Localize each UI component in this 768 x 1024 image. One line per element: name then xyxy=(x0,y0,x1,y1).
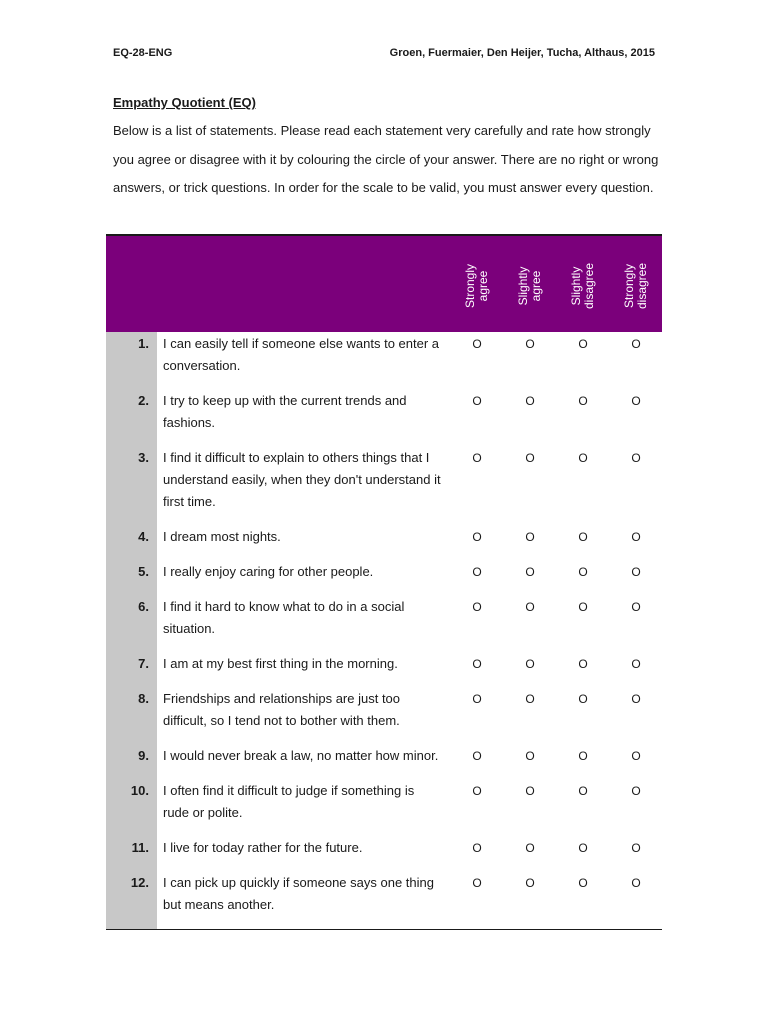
question-text: I find it hard to know what to do in a social situation. xyxy=(163,599,405,636)
questionnaire-table xyxy=(106,234,662,930)
option-circle-slightly-agree[interactable]: O xyxy=(525,749,535,763)
option-circle-strongly-disagree[interactable]: O xyxy=(631,692,641,706)
question-text: I often find it difficult to judge if something is rude or polite. xyxy=(163,783,415,820)
option-circle-slightly-disagree[interactable]: O xyxy=(578,657,588,671)
option-circle-strongly-agree[interactable]: O xyxy=(472,784,482,798)
question-text: Friendships and relationships are just too difficult, so I tend not to bother with them. xyxy=(163,691,401,728)
option-circle-slightly-disagree[interactable]: O xyxy=(578,337,588,351)
question-text: I would never break a law, no matter how minor. xyxy=(163,748,439,763)
citation: Groen, Fuermaier, Den Heijer, Tucha, Althaus, 2015 xyxy=(389,47,655,59)
question-number: 6. xyxy=(138,599,149,614)
option-circle-slightly-agree[interactable]: O xyxy=(525,600,535,614)
question-text: I can pick up quickly if someone says one thing but means another. xyxy=(163,875,434,912)
option-circle-slightly-agree[interactable]: O xyxy=(525,565,535,579)
page-title: Empathy Quotient (EQ) xyxy=(113,95,256,110)
question-number: 12. xyxy=(130,875,149,890)
question-text: I live for today rather for the future. xyxy=(163,840,363,855)
column-header-slightly-disagree: Slightly disagree xyxy=(569,262,596,310)
question-row xyxy=(106,859,662,916)
question-number: 7. xyxy=(138,656,149,671)
option-circle-slightly-disagree[interactable]: O xyxy=(578,600,588,614)
option-circle-slightly-agree[interactable]: O xyxy=(525,394,535,408)
question-text: I can easily tell if someone else wants to enter a conversation. xyxy=(163,336,440,373)
question-row xyxy=(106,824,662,859)
option-circle-slightly-disagree[interactable]: O xyxy=(578,530,588,544)
option-circle-strongly-disagree[interactable]: O xyxy=(631,784,641,798)
option-circle-strongly-agree[interactable]: O xyxy=(472,565,482,579)
option-circle-strongly-disagree[interactable]: O xyxy=(631,394,641,408)
question-number: 11. xyxy=(131,840,149,855)
instructions: Below is a list of statements. Please read each statement very carefully and rate how strongly you agree or disagree with it by colouring the circle of your answer. There are no right or wrong answers, or trick questions. In order for the scale to be valid, you must answer every question. xyxy=(113,123,659,195)
option-circle-strongly-disagree[interactable]: O xyxy=(631,876,641,890)
question-row xyxy=(106,732,662,767)
option-circle-strongly-agree[interactable]: O xyxy=(472,394,482,408)
table-header xyxy=(106,234,662,332)
question-number: 1. xyxy=(138,336,149,351)
option-circle-strongly-disagree[interactable]: O xyxy=(631,657,641,671)
option-circle-slightly-disagree[interactable]: O xyxy=(578,565,588,579)
column-header-slightly-agree: Slightly agree xyxy=(516,266,543,306)
option-circle-slightly-agree[interactable]: O xyxy=(525,530,535,544)
option-circle-strongly-agree[interactable]: O xyxy=(472,657,482,671)
option-circle-slightly-disagree[interactable]: O xyxy=(578,749,588,763)
option-circle-slightly-disagree[interactable]: O xyxy=(578,451,588,465)
option-circle-slightly-agree[interactable]: O xyxy=(525,841,535,855)
option-circle-strongly-agree[interactable]: O xyxy=(472,692,482,706)
column-header-strongly-agree: Strongly agree xyxy=(463,263,490,309)
option-circle-slightly-agree[interactable]: O xyxy=(525,451,535,465)
option-circle-slightly-agree[interactable]: O xyxy=(525,784,535,798)
question-number: 2. xyxy=(138,393,149,408)
option-circle-strongly-disagree[interactable]: O xyxy=(631,841,641,855)
option-circle-strongly-disagree[interactable]: O xyxy=(631,565,641,579)
question-row xyxy=(106,377,662,434)
option-circle-slightly-agree[interactable]: O xyxy=(525,657,535,671)
option-circle-strongly-agree[interactable]: O xyxy=(472,337,482,351)
question-text: I find it difficult to explain to others things that I understand easily, when they don't understand it first time. xyxy=(163,450,441,509)
option-circle-strongly-agree[interactable]: O xyxy=(472,451,482,465)
question-row xyxy=(106,548,662,583)
question-number: 5. xyxy=(138,564,149,579)
question-text: I am at my best first thing in the morning. xyxy=(163,656,398,671)
question-number: 4. xyxy=(138,529,149,544)
table-body xyxy=(106,332,662,930)
question-row xyxy=(106,640,662,675)
option-circle-slightly-disagree[interactable]: O xyxy=(578,784,588,798)
option-circle-slightly-disagree[interactable]: O xyxy=(578,394,588,408)
question-text: I dream most nights. xyxy=(163,529,281,544)
option-circle-strongly-agree[interactable]: O xyxy=(472,749,482,763)
question-row xyxy=(106,767,662,824)
option-circle-slightly-disagree[interactable]: O xyxy=(578,692,588,706)
option-circle-slightly-agree[interactable]: O xyxy=(525,337,535,351)
option-circle-slightly-agree[interactable]: O xyxy=(525,876,535,890)
question-row xyxy=(106,583,662,640)
question-row xyxy=(106,513,662,548)
question-row xyxy=(106,434,662,513)
option-circle-strongly-disagree[interactable]: O xyxy=(631,530,641,544)
table-bottom-spacer xyxy=(106,916,662,929)
option-circle-strongly-agree[interactable]: O xyxy=(472,530,482,544)
question-row xyxy=(106,332,662,377)
option-circle-slightly-disagree[interactable]: O xyxy=(578,841,588,855)
option-circle-strongly-disagree[interactable]: O xyxy=(631,337,641,351)
option-circle-slightly-disagree[interactable]: O xyxy=(578,876,588,890)
document-code: EQ-28-ENG xyxy=(113,47,173,59)
question-text: I try to keep up with the current trends and fashions. xyxy=(163,393,407,430)
option-circle-strongly-disagree[interactable]: O xyxy=(631,749,641,763)
question-number: 10. xyxy=(130,783,149,798)
option-circle-slightly-agree[interactable]: O xyxy=(525,692,535,706)
option-circle-strongly-agree[interactable]: O xyxy=(472,841,482,855)
question-number: 9. xyxy=(138,748,149,763)
option-circle-strongly-disagree[interactable]: O xyxy=(631,600,641,614)
question-text: I really enjoy caring for other people. xyxy=(163,564,374,579)
option-circle-strongly-agree[interactable]: O xyxy=(472,876,482,890)
question-number: 8. xyxy=(138,691,149,706)
question-number: 3. xyxy=(138,450,149,465)
question-row xyxy=(106,675,662,732)
option-circle-strongly-disagree[interactable]: O xyxy=(631,451,641,465)
option-circle-strongly-agree[interactable]: O xyxy=(472,600,482,614)
column-header-strongly-disagree: Strongly disagree xyxy=(622,262,649,310)
